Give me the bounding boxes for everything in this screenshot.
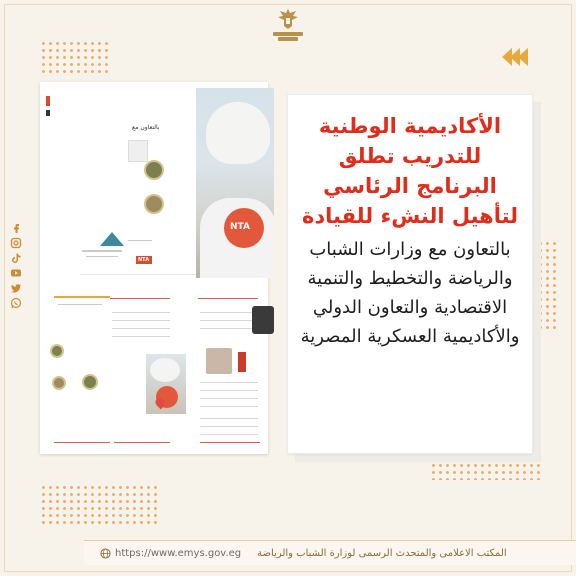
child-photo [196,88,274,278]
facebook-icon[interactable] [10,222,22,234]
nta-bottom-logo: NTA [138,257,150,263]
twitter-icon[interactable] [10,282,22,294]
headline-text: الأكاديمية الوطنية للتدريب تطلق البرنامج الرئاسي لتأهيل النشء للقيادة [301,114,519,228]
logo-text-line [273,32,303,36]
logo-text-line [278,37,298,41]
instagram-icon[interactable] [10,237,22,249]
seal-icon [144,194,164,214]
academy-logo [100,232,124,246]
footer [100,548,507,559]
headline-card [287,94,533,454]
dot-pattern-bottom-left [40,484,160,528]
seal-icon [50,344,64,358]
tiktok-icon[interactable] [10,252,22,264]
social-icons [10,222,22,312]
nta-shirt-text: NTA [230,222,250,232]
whatsapp-icon[interactable] [10,297,22,309]
eagle-icon [276,8,300,30]
dot-pattern-bottom-right [430,462,540,480]
seal-icon [82,374,98,390]
hat-shape [206,102,270,164]
cooperation-label: بالتعاون مع [132,124,160,131]
office-credit: المكتب الاعلامى والمتحدث الرسمى لوزارة الشباب والرياضة [257,548,507,559]
globe-icon [100,548,111,559]
seal-icon [144,160,164,180]
dot-pattern-top-left [40,40,110,74]
seal-icon [52,376,66,390]
website-link[interactable]: https://www.emys.gov.eg [115,548,242,559]
youtube-icon[interactable] [10,267,22,279]
chevron-left-icon [502,48,526,66]
ministry-logo [273,8,303,42]
subline-text: بالتعاون مع وزارات الشباب والرياضة والتخطيط والتنمية الاقتصادية والتعاون الدولي والأكاديمية العسكرية المصرية [300,239,520,347]
